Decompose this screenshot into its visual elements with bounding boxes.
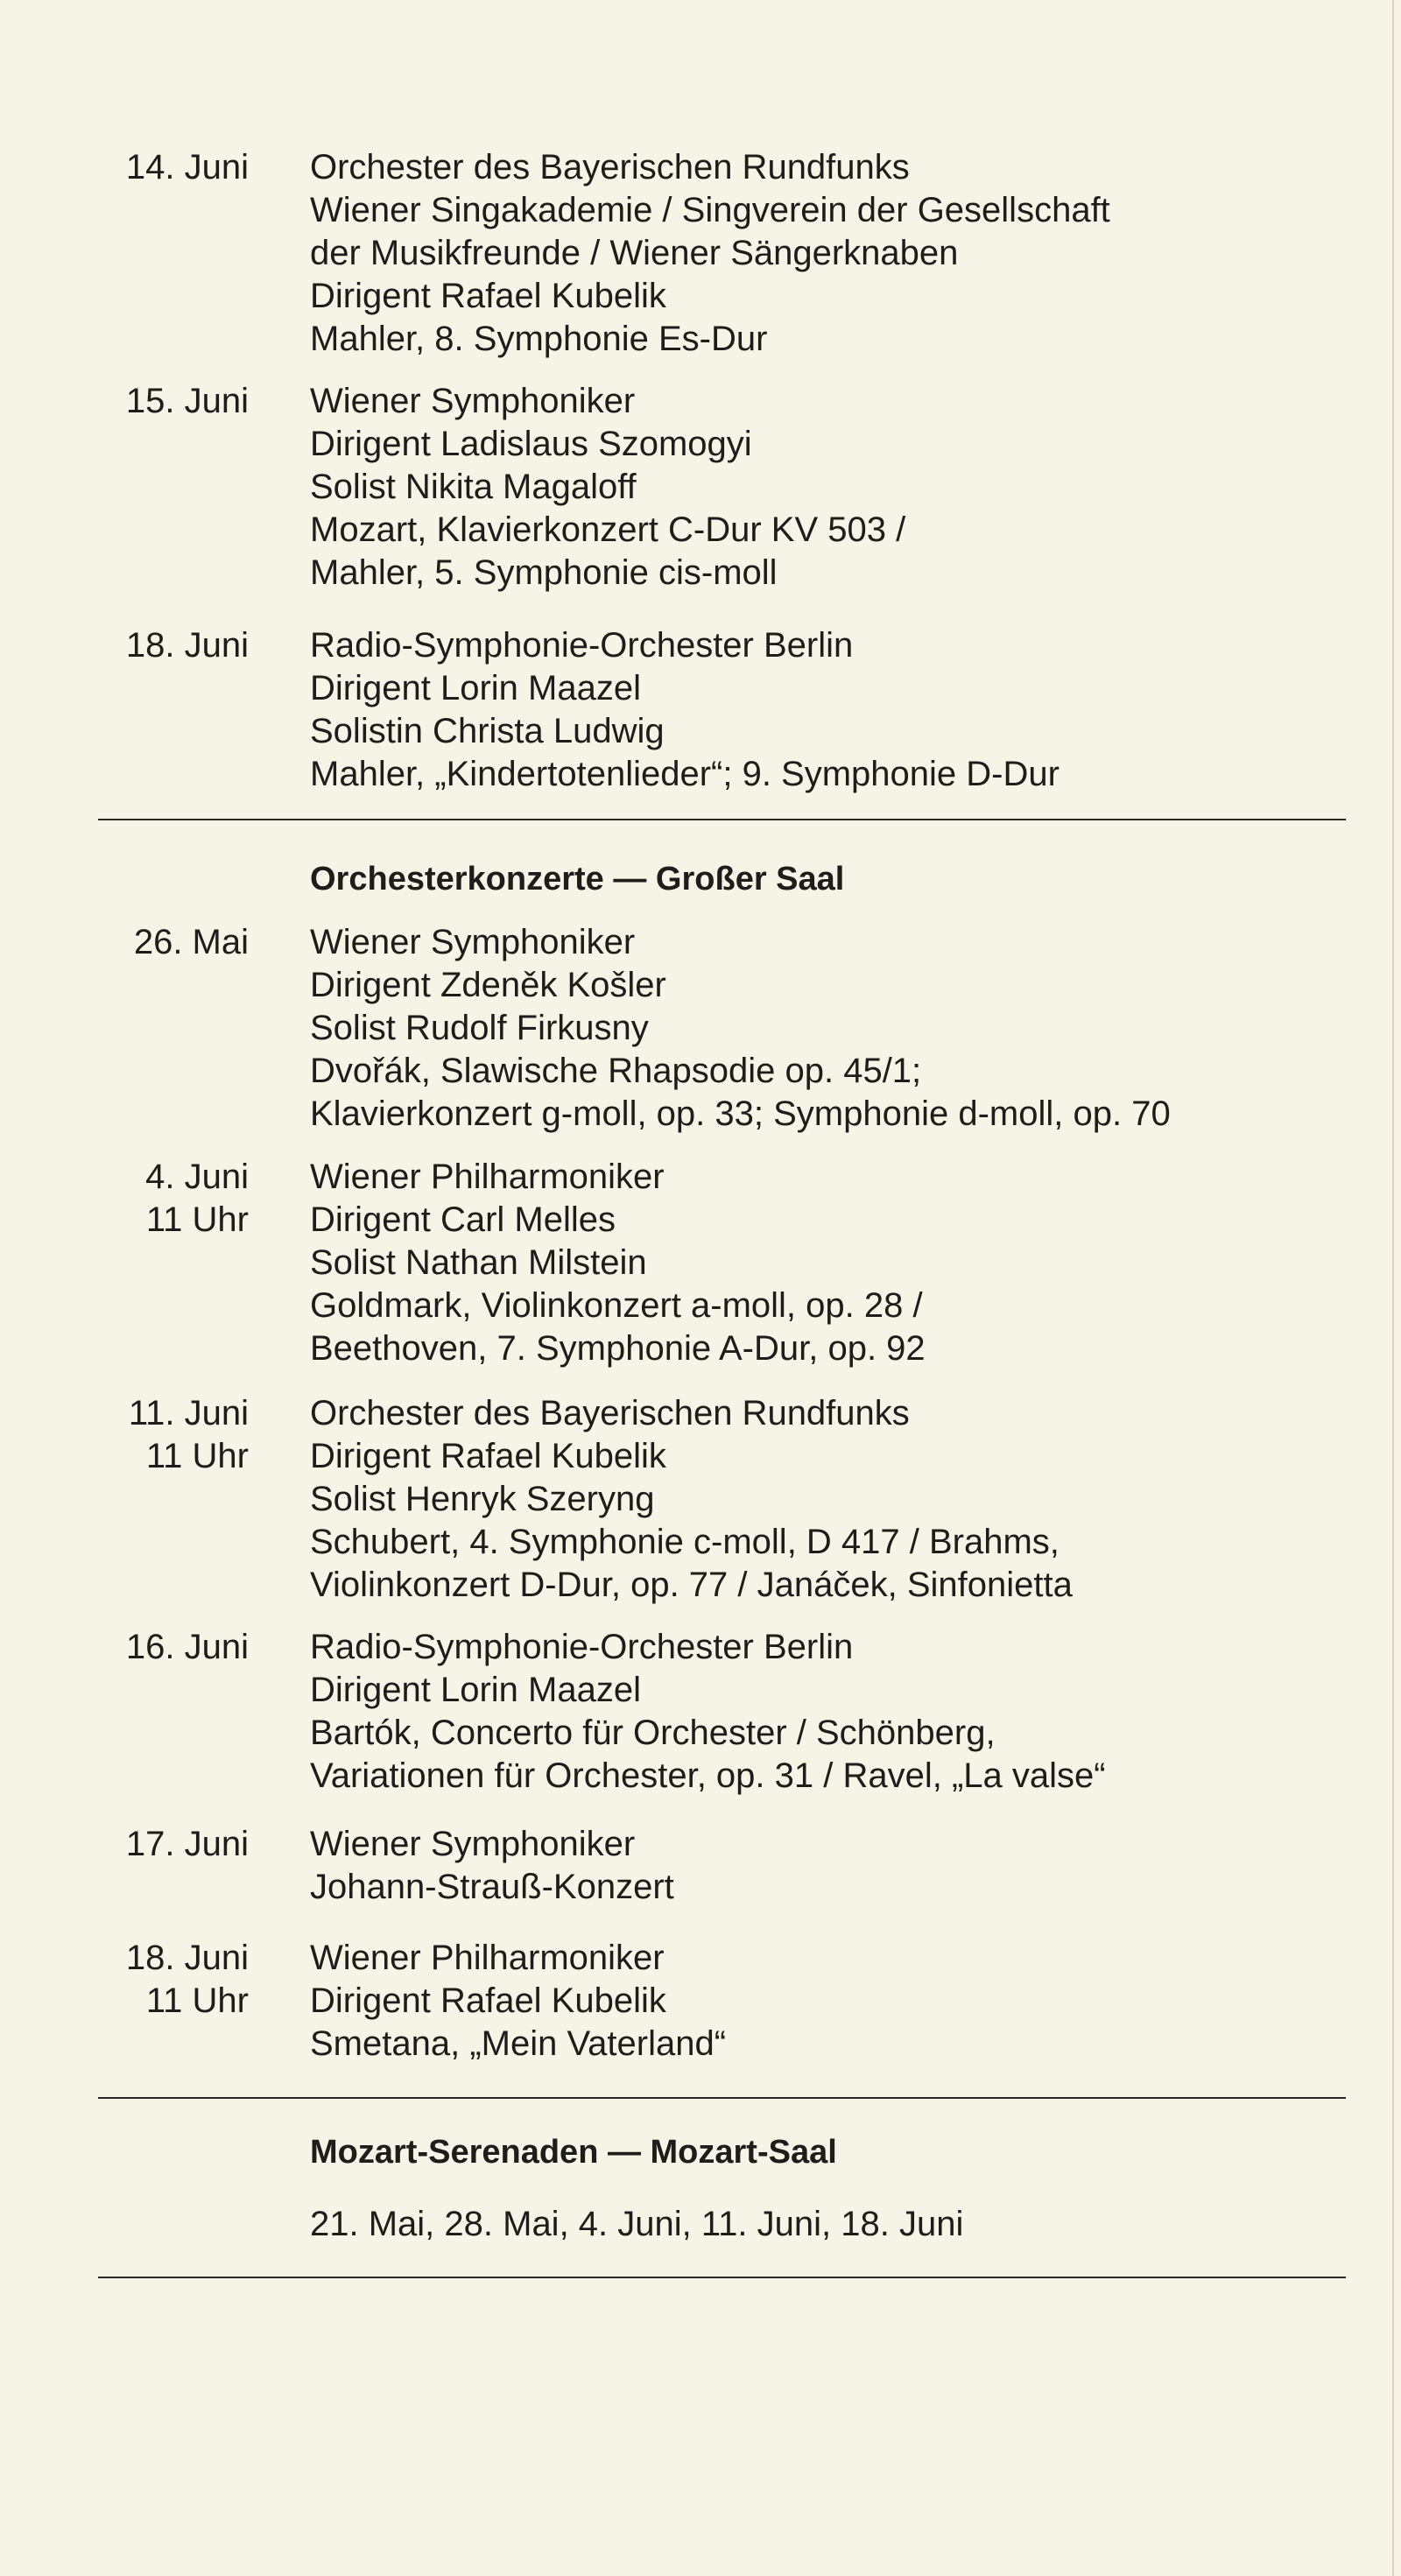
concert-detail-line: Wiener Symphoniker <box>310 1825 636 1863</box>
concert-detail-line: Mahler, „Kindertotenlieder“; 9. Symphonie D-Dur <box>310 755 1060 793</box>
concert-detail-line: Johann-Strauß-Konzert <box>310 1868 674 1906</box>
concert-detail-line: Solist Nathan Milstein <box>310 1243 647 1282</box>
page-edge-line <box>1392 0 1394 2576</box>
concert-detail-line: Klavierkonzert g-moll, op. 33; Symphonie d-moll, op. 70 <box>310 1094 1171 1133</box>
concert-detail-line: Dirigent Rafael Kubelik <box>310 277 666 315</box>
concert-detail-line: Bartók, Concerto für Orchester / Schönberg, <box>310 1714 996 1752</box>
concert-detail-line: Mozart, Klavierkonzert C-Dur KV 503 / <box>310 510 906 549</box>
concert-detail-line: Wiener Symphoniker <box>310 923 636 961</box>
concert-detail-line: Dirigent Carl Melles <box>310 1200 616 1239</box>
concert-detail-line: Dirigent Rafael Kubelik <box>310 1981 666 2020</box>
concert-details <box>310 1156 1361 1370</box>
concert-date: 16. Juni <box>125 1628 249 1666</box>
section-divider <box>98 819 1346 820</box>
concert-detail-line: Dirigent Zdeněk Košler <box>310 966 666 1004</box>
concert-details <box>310 380 1361 595</box>
concert-detail-line: Violinkonzert D-Dur, op. 77 / Janáček, Sinfonietta <box>310 1566 1073 1604</box>
concert-details <box>310 146 1361 361</box>
concert-detail-line: Dvořák, Slawische Rhapsodie op. 45/1; <box>310 1052 922 1090</box>
concert-detail-line: Variationen für Orchester, op. 31 / Ravel, „La valse“ <box>310 1756 1106 1795</box>
concert-date: 17. Juni <box>125 1825 249 1863</box>
concert-detail-line: Solist Rudolf Firkusny <box>310 1009 649 1047</box>
section-heading: Orchesterkonzerte — Großer Saal <box>310 861 845 897</box>
concert-detail-line: Wiener Symphoniker <box>310 382 636 420</box>
concert-date: 11. Juni 11 Uhr <box>128 1394 249 1475</box>
concert-details <box>310 1823 1361 1909</box>
concert-detail-line: Dirigent Lorin Maazel <box>310 1671 641 1709</box>
concert-detail-line: Wiener Philharmoniker <box>310 1939 665 1977</box>
concert-detail-line: Radio-Symphonie-Orchester Berlin <box>310 626 854 665</box>
concert-detail-line: Wiener Philharmoniker <box>310 1158 665 1196</box>
concert-detail-line: Beethoven, 7. Symphonie A-Dur, op. 92 <box>310 1329 926 1368</box>
concert-date: 18. Juni 11 Uhr <box>125 1939 249 2020</box>
concert-date: 15. Juni <box>125 382 249 420</box>
concert-detail-line: Orchester des Bayerischen Rundfunks <box>310 1394 910 1432</box>
concert-detail-line: Mahler, 5. Symphonie cis-moll <box>310 553 778 592</box>
concert-date: 26. Mai <box>133 923 249 961</box>
concert-date: 18. Juni <box>125 626 249 665</box>
concert-details <box>310 1392 1361 1607</box>
concert-detail-line: Dirigent Rafael Kubelik <box>310 1437 666 1475</box>
concert-detail-line: Dirigent Lorin Maazel <box>310 669 641 707</box>
concert-details <box>310 1937 1361 2066</box>
concert-detail-line: der Musikfreunde / Wiener Sängerknaben <box>310 234 959 272</box>
section-divider <box>98 2097 1346 2099</box>
concert-detail-line: Solist Henryk Szeryng <box>310 1480 655 1518</box>
concert-detail-line: Goldmark, Violinkonzert a-moll, op. 28 / <box>310 1286 923 1325</box>
section-divider <box>98 2277 1346 2278</box>
concert-detail-line: Mahler, 8. Symphonie Es-Dur <box>310 320 768 358</box>
concert-detail-line: Radio-Symphonie-Orchester Berlin <box>310 1628 854 1666</box>
concert-date: 4. Juni 11 Uhr <box>145 1158 249 1239</box>
serenade-dates: 21. Mai, 28. Mai, 4. Juni, 11. Juni, 18. Juni <box>310 2205 964 2243</box>
section-heading: Mozart-Serenaden — Mozart-Saal <box>310 2134 837 2171</box>
concert-detail-line: Orchester des Bayerischen Rundfunks <box>310 148 910 187</box>
concert-detail-line: Wiener Singakademie / Singverein der Gesellschaft <box>310 191 1110 229</box>
concert-detail-line: Solist Nikita Magaloff <box>310 468 637 506</box>
concert-detail-line: Solistin Christa Ludwig <box>310 712 665 750</box>
concert-date: 14. Juni <box>125 148 249 187</box>
concert-detail-line: Smetana, „Mein Vaterland“ <box>310 2024 727 2063</box>
concert-details <box>310 624 1361 796</box>
concert-detail-line: Schubert, 4. Symphonie c-moll, D 417 / Brahms, <box>310 1523 1060 1561</box>
concert-details <box>310 1626 1361 1798</box>
concert-details <box>310 921 1361 1136</box>
concert-detail-line: Dirigent Ladislaus Szomogyi <box>310 425 752 463</box>
